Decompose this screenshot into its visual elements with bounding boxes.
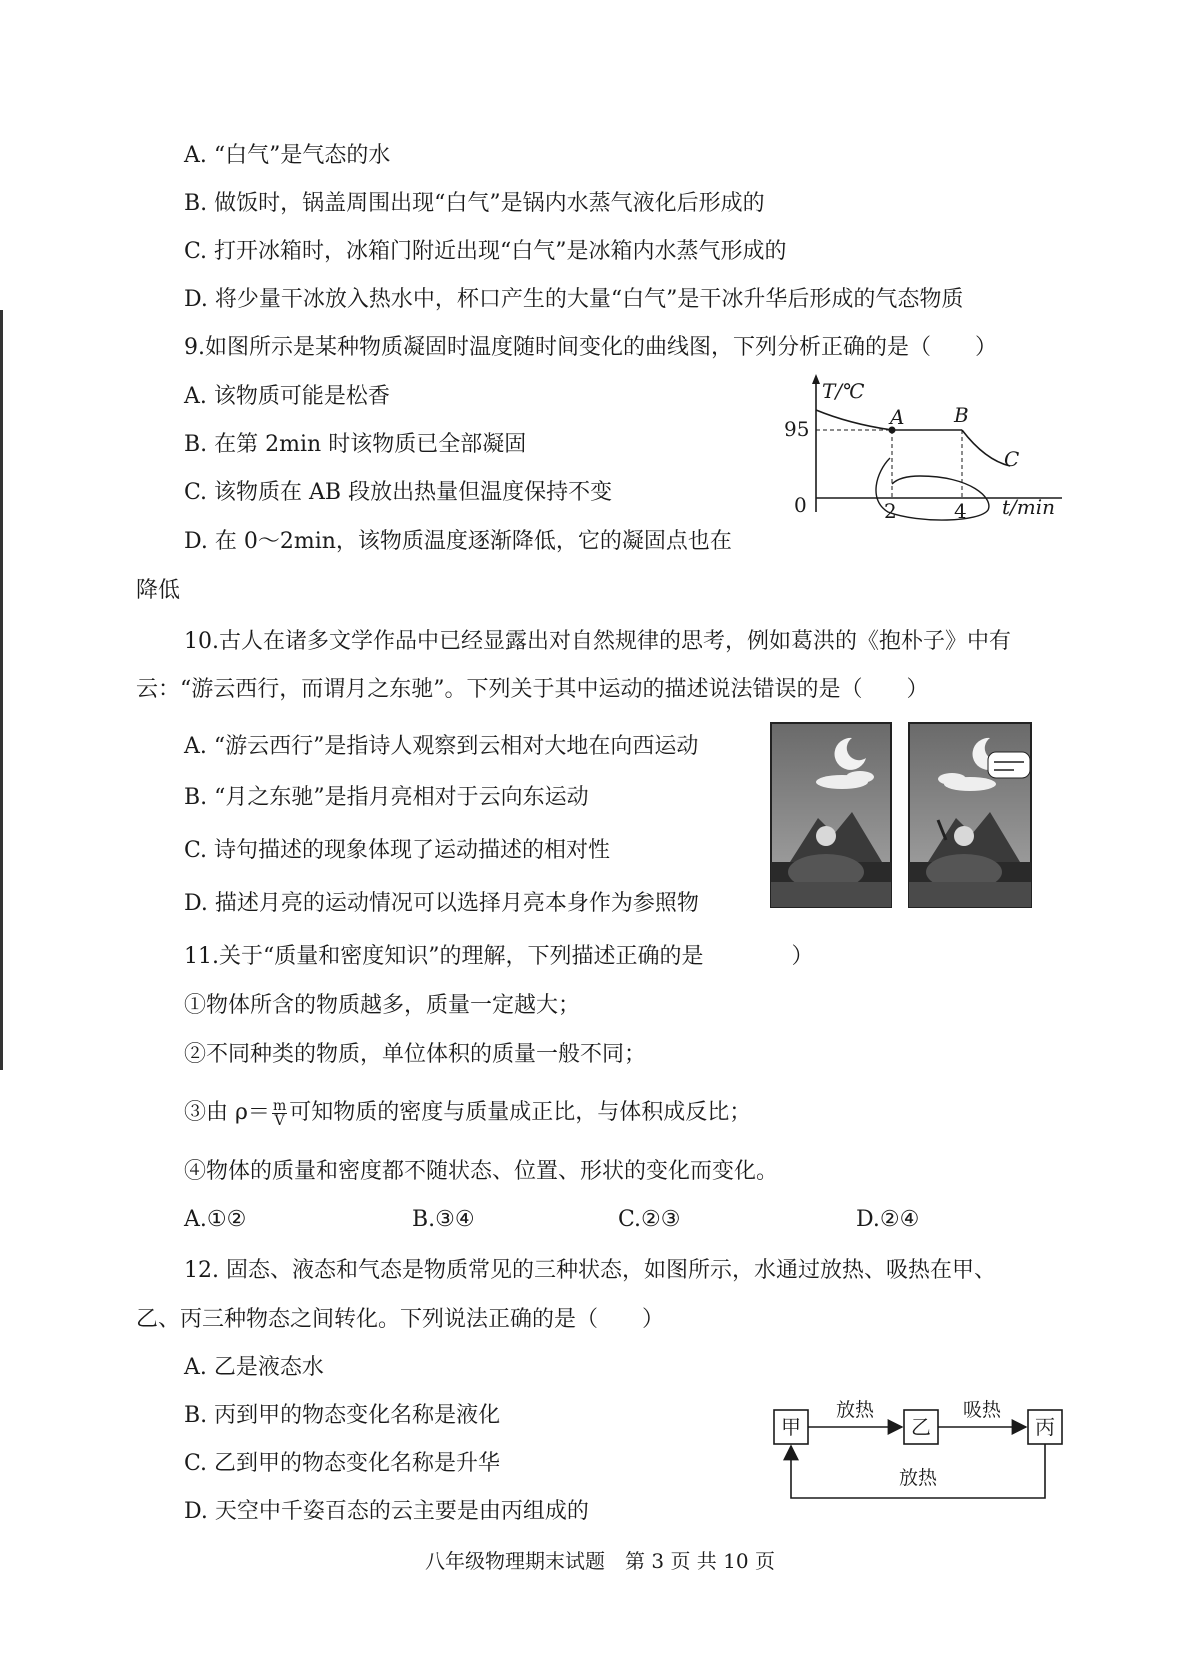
q10-option-d: D. 描述月亮的运动情况可以选择月亮本身作为参照物 <box>184 891 699 916</box>
q11-choice-a: A.①② <box>184 1207 247 1232</box>
fraction-denominator: V <box>274 1112 285 1129</box>
q12-option-c: C. 乙到甲的物态变化名称是升华 <box>184 1451 501 1476</box>
q11-statement-1: ①物体所含的物质越多，质量一定越大； <box>184 993 581 1018</box>
q9-option-d-continuation: 降低 <box>136 578 181 603</box>
q8-option-b: B. 做饭时，锅盖周围出现“白气”是锅内水蒸气液化后形成的 <box>184 191 765 216</box>
q12-stem-line2: 乙、丙三种物态之间转化。下列说法正确的是（ ） <box>136 1307 665 1332</box>
box-jia-label: 甲 <box>781 1415 801 1439</box>
q11-choice-d: D.②④ <box>856 1207 920 1232</box>
q12-phase-transition-diagram <box>770 1388 1070 1510</box>
illustration-panel-right <box>909 723 1031 907</box>
origin-label: 0 <box>794 493 807 517</box>
q11-choice-c: C.②③ <box>618 1207 681 1232</box>
q12-option-d: D. 天空中千姿百态的云主要是由丙组成的 <box>184 1499 589 1524</box>
curve-cooling-solid <box>962 430 1010 466</box>
q9-option-d: D. 在 0～2min，该物质温度逐渐降低，它的凝固点也在 <box>184 529 732 554</box>
q12-stem-line1: 12. 固态、液态和气态是物质常见的三种状态，如图所示，水通过放热、吸热在甲、 <box>184 1258 996 1283</box>
scan-edge-left <box>0 310 3 1070</box>
q10-stem-line1: 10.古人在诸多文学作品中已经显露出对自然规律的思考，例如葛洪的《抱朴子》中有 <box>184 629 1011 654</box>
q11-statement-2: ②不同种类的物质，单位体积的质量一般不同； <box>184 1042 647 1067</box>
x-tick-2: 2 <box>884 499 897 522</box>
q11-statement-4: ④物体的质量和密度都不随状态、位置、形状的变化而变化。 <box>184 1159 779 1184</box>
q11-s3-prefix: ③由 ρ＝ <box>184 1100 270 1125</box>
q12-option-b: B. 丙到甲的物态变化名称是液化 <box>184 1403 501 1428</box>
fraction-numerator: m <box>272 1097 287 1114</box>
speech-bubble-icon <box>988 752 1030 778</box>
q8-option-c: C. 打开冰箱时，冰箱门附近出现“白气”是冰箱内水蒸气形成的 <box>184 239 787 264</box>
q8-option-d: D. 将少量干冰放入热水中，杯口产生的大量“白气”是干冰升华后形成的气态物质 <box>184 287 964 312</box>
q11-s3-suffix: 可知物质的密度与质量成正比，与体积成反比； <box>289 1100 752 1125</box>
q10-option-a: A. “游云西行”是指诗人观察到云相对大地在向西运动 <box>184 734 699 759</box>
q11-statement-3 <box>184 1098 751 1128</box>
q10-poet-moon-illustration <box>770 722 1032 908</box>
arrow-yi-to-bing-label: 吸热 <box>962 1399 1002 1421</box>
q12-option-a: A. 乙是液态水 <box>184 1355 324 1380</box>
point-b-label: B <box>954 403 969 427</box>
point-c-label: C <box>1004 447 1020 471</box>
q9-option-c: C. 该物质在 AB 段放出热量但温度保持不变 <box>184 480 613 505</box>
y-axis-label: T/℃ <box>822 379 865 403</box>
curve-cooling-liquid <box>816 410 892 430</box>
q10-option-b: B. “月之东驰”是指月亮相对于云向东运动 <box>184 785 589 810</box>
density-fraction <box>272 1099 287 1128</box>
q9-option-b: B. 在第 2min 时该物质已全部凝固 <box>184 432 527 457</box>
q9-cooling-curve-graph <box>780 372 1080 522</box>
point-a-label: A <box>890 405 905 429</box>
box-bing-label: 丙 <box>1035 1415 1055 1439</box>
q10-option-c: C. 诗句描述的现象体现了运动描述的相对性 <box>184 838 611 863</box>
arrow-jia-to-yi-label: 放热 <box>835 1399 875 1421</box>
x-axis-label: t/min <box>1002 495 1056 519</box>
q11-stem: 11.关于“质量和密度知识”的理解，下列描述正确的是 ） <box>184 944 814 969</box>
q9-option-a: A. 该物质可能是松香 <box>184 384 390 409</box>
illustration-panel-left <box>771 723 891 907</box>
box-yi-label: 乙 <box>911 1415 931 1439</box>
page-footer: 八年级物理期末试题 第 3 页 共 10 页 <box>425 1549 775 1573</box>
arrow-bing-to-jia-label: 放热 <box>898 1467 938 1489</box>
q10-stem-line2: 云：“游云西行，而谓月之东驰”。下列关于其中运动的描述说法错误的是（ ） <box>136 677 929 702</box>
q8-option-a: A. “白气”是气态的水 <box>184 143 391 168</box>
x-tick-4: 4 <box>954 499 967 522</box>
y-tick-95: 95 <box>784 417 810 441</box>
q9-stem: 9.如图所示是某种物质凝固时温度随时间变化的曲线图，下列分析正确的是（ ） <box>184 335 997 360</box>
y-axis-arrow-icon <box>812 374 820 384</box>
q11-choice-b: B.③④ <box>412 1207 475 1232</box>
